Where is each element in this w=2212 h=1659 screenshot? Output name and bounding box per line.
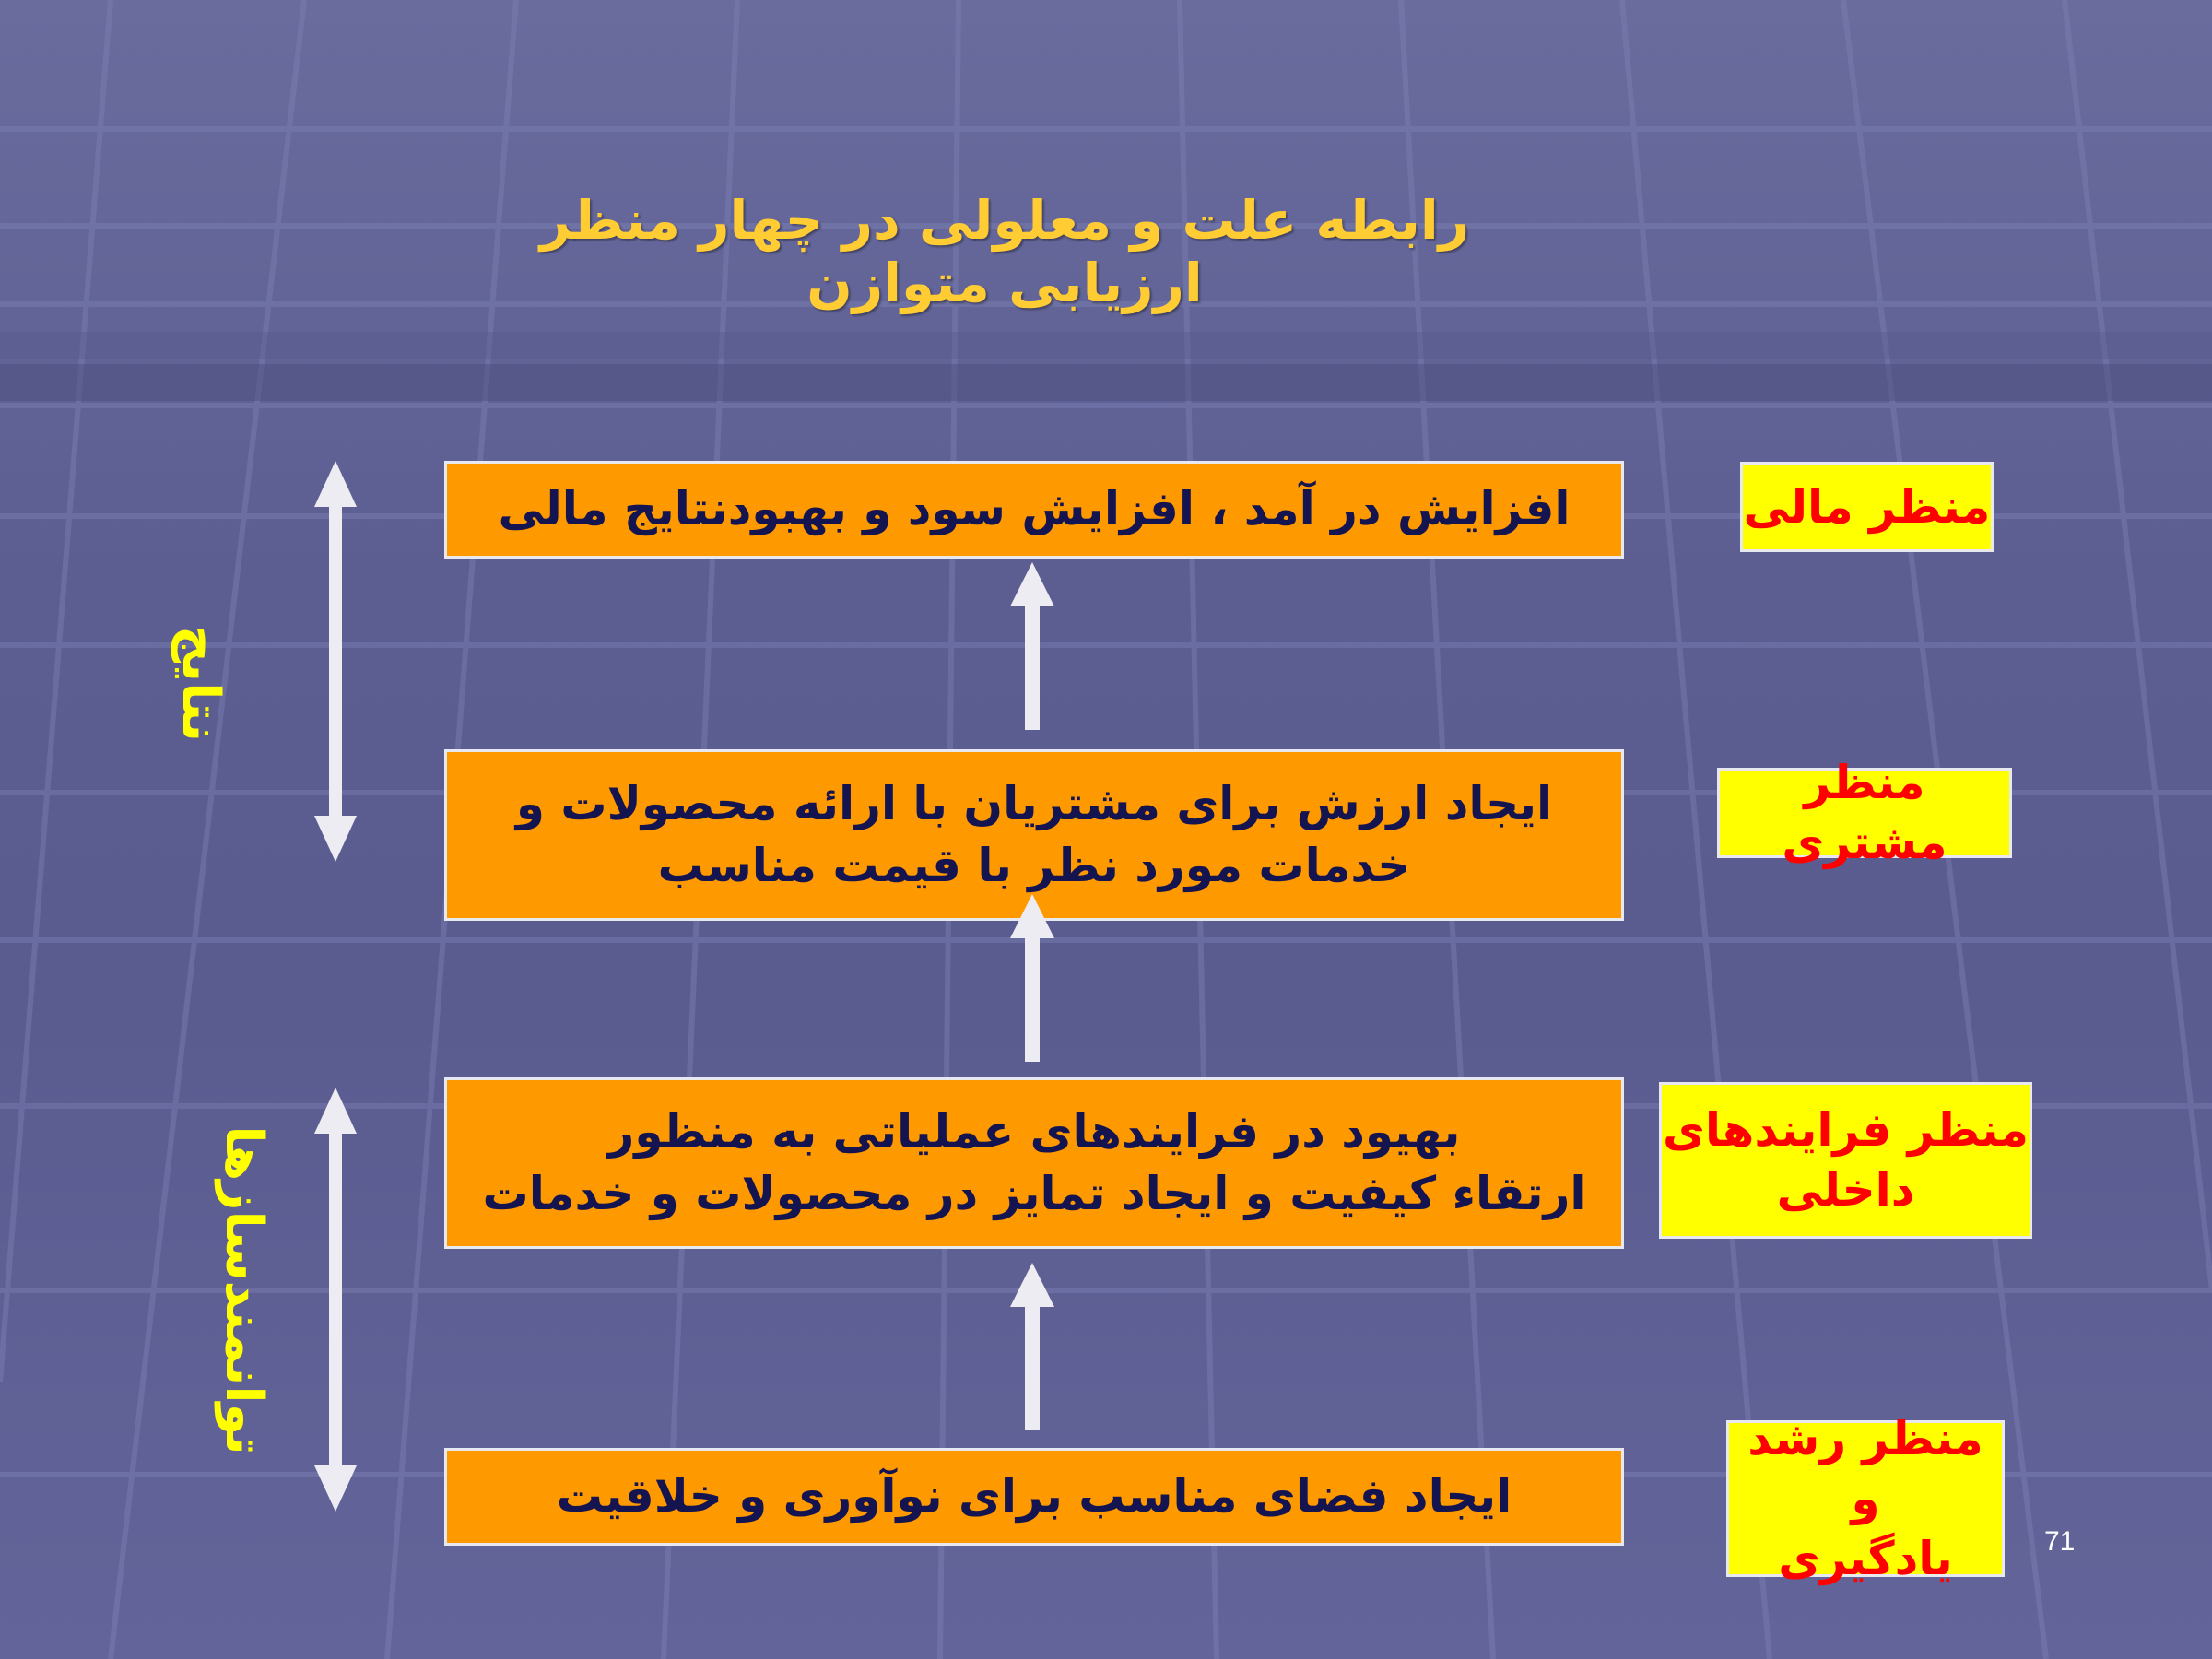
- internal-process-line-1: بهیود در فرایندهای عملیاتی به منظور: [607, 1104, 1461, 1159]
- learning-perspective-text-1: منظر رشد و: [1747, 1411, 1983, 1525]
- enablers-side-label: توانمندسازها: [214, 1125, 274, 1455]
- financial-outcome-line-1: افزایش در آمد ، افزایش سود و بهبودنتایج مالی: [498, 482, 1571, 536]
- enablers-double-arrow: [314, 1088, 357, 1512]
- internal-perspective-text-2: داخلی: [1776, 1163, 1915, 1217]
- internal-process-line-2: ارتقاء کیفیت و ایجاد تمایز در محصولات و خدمات: [482, 1167, 1586, 1220]
- page-number: 71: [2044, 1526, 2076, 1557]
- internal-perspective-text-1: منظر فرایندهای: [1663, 1103, 2029, 1157]
- up-arrow-internal-to-customer: [1010, 894, 1054, 1062]
- financial-perspective-text: منظر مالی: [1743, 479, 1991, 534]
- customer-perspective-text: منظر مشتری: [1782, 756, 1947, 869]
- results-double-arrow: [314, 461, 357, 862]
- customer-value-line-2: خدمات مورد نظر با قیمت مناسب: [657, 839, 1411, 892]
- slide-title: رابطه علت و معلولی در چهار منظر ارزیابی متوازن: [539, 189, 1470, 314]
- customer-value-line-1: ایجاد ارزش برای مشتریان با ارائه محصولات و: [515, 776, 1553, 830]
- up-arrow-customer-to-financial: [1010, 562, 1054, 730]
- results-side-label: نتایج: [171, 625, 230, 742]
- learning-growth-line-1: ایجاد فضای مناسب برای نوآوری و خلاقیت: [556, 1469, 1512, 1524]
- up-arrow-learning-to-internal: [1010, 1263, 1054, 1430]
- learning-perspective-text-2: یادگیری: [1778, 1531, 1953, 1585]
